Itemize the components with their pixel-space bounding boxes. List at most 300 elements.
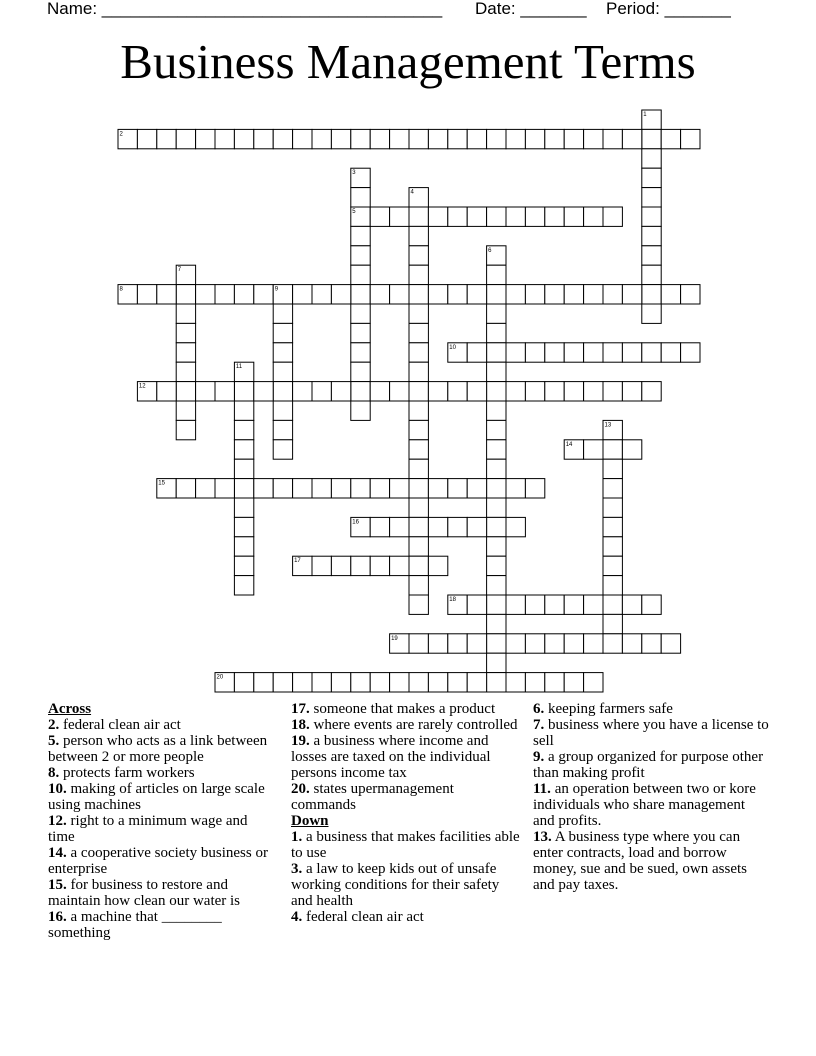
grid-cell[interactable]	[409, 207, 428, 226]
grid-cell[interactable]	[351, 382, 370, 401]
grid-cell[interactable]	[409, 362, 428, 381]
grid-cell[interactable]	[448, 382, 467, 401]
grid-cell[interactable]	[487, 401, 506, 420]
grid-cell[interactable]	[176, 401, 195, 420]
grid-cell[interactable]	[312, 673, 331, 692]
grid-cell[interactable]	[525, 479, 544, 498]
grid-cell[interactable]	[331, 556, 350, 575]
grid-cell[interactable]	[273, 673, 292, 692]
grid-cell[interactable]	[390, 207, 409, 226]
grid-cell[interactable]	[273, 440, 292, 459]
grid-cell[interactable]	[312, 129, 331, 148]
grid-cell[interactable]	[603, 129, 622, 148]
clue-text: person who acts as a link between between 2 or more people	[48, 733, 268, 765]
grid-cell[interactable]	[409, 382, 428, 401]
grid-cell[interactable]	[428, 207, 447, 226]
cell-number-14: 14	[565, 441, 573, 448]
grid-cell[interactable]	[273, 285, 292, 304]
grid-cell[interactable]	[448, 343, 467, 362]
grid-cell[interactable]	[622, 634, 641, 653]
grid-cell[interactable]	[390, 634, 409, 653]
grid-cell[interactable]	[487, 207, 506, 226]
grid-cell[interactable]	[603, 382, 622, 401]
grid-cell[interactable]	[487, 343, 506, 362]
grid-cell[interactable]	[370, 382, 389, 401]
grid-cell[interactable]	[293, 479, 312, 498]
grid-cell[interactable]	[525, 382, 544, 401]
grid-cell[interactable]	[331, 285, 350, 304]
grid-cell[interactable]	[234, 517, 253, 536]
grid-cell[interactable]	[234, 498, 253, 517]
grid-cell[interactable]	[448, 285, 467, 304]
grid-cell[interactable]	[351, 207, 370, 226]
grid-cell[interactable]	[234, 576, 253, 595]
clue-across-14	[48, 845, 276, 877]
grid-cell[interactable]	[448, 207, 467, 226]
grid-cell[interactable]	[584, 634, 603, 653]
grid-cell[interactable]	[351, 673, 370, 692]
grid-cell[interactable]	[351, 226, 370, 245]
grid-cell[interactable]	[409, 556, 428, 575]
grid-cell[interactable]	[254, 382, 273, 401]
grid-cell[interactable]	[273, 362, 292, 381]
cell-number-20: 20	[216, 674, 224, 681]
grid-cell[interactable]	[603, 498, 622, 517]
grid-cell[interactable]	[525, 207, 544, 226]
grid-cell[interactable]	[409, 440, 428, 459]
grid-cell[interactable]	[176, 343, 195, 362]
grid-cell[interactable]	[409, 401, 428, 420]
grid-cell[interactable]	[564, 129, 583, 148]
grid-cell[interactable]	[312, 285, 331, 304]
grid-cell[interactable]	[390, 129, 409, 148]
grid-cell[interactable]	[603, 207, 622, 226]
grid-cell[interactable]	[234, 537, 253, 556]
grid-cell[interactable]	[681, 129, 700, 148]
grid-cell[interactable]	[622, 285, 641, 304]
grid-cell[interactable]	[390, 382, 409, 401]
grid-cell[interactable]	[409, 459, 428, 478]
grid-cell[interactable]	[448, 517, 467, 536]
grid-cell[interactable]	[487, 362, 506, 381]
grid-cell[interactable]	[409, 479, 428, 498]
grid-cell[interactable]	[312, 556, 331, 575]
grid-cell[interactable]	[545, 207, 564, 226]
grid-cell[interactable]	[370, 517, 389, 536]
grid-cell[interactable]	[681, 285, 700, 304]
grid-cell[interactable]	[564, 382, 583, 401]
grid-cell[interactable]	[234, 556, 253, 575]
grid-cell[interactable]	[196, 479, 215, 498]
grid-cell[interactable]	[409, 304, 428, 323]
grid-cell[interactable]	[467, 634, 486, 653]
grid-cell[interactable]	[506, 673, 525, 692]
grid-cell[interactable]	[176, 129, 195, 148]
grid-cell[interactable]	[409, 265, 428, 284]
grid-cell[interactable]	[642, 168, 661, 187]
grid-cell[interactable]	[351, 129, 370, 148]
grid-cell[interactable]	[506, 382, 525, 401]
grid-cell[interactable]	[176, 479, 195, 498]
grid-cell[interactable]	[215, 479, 234, 498]
clue-text: federal clean air act	[306, 909, 424, 925]
grid-cell[interactable]	[176, 362, 195, 381]
grid-cell[interactable]	[370, 673, 389, 692]
grid-cell[interactable]	[487, 576, 506, 595]
grid-cell[interactable]	[157, 285, 176, 304]
grid-cell[interactable]	[409, 188, 428, 207]
grid-cell[interactable]	[525, 129, 544, 148]
grid-cell[interactable]	[467, 285, 486, 304]
grid-cell[interactable]	[467, 343, 486, 362]
clue-number: 3.	[291, 861, 303, 877]
grid-cell[interactable]	[642, 226, 661, 245]
grid-cell[interactable]	[487, 246, 506, 265]
grid-cell[interactable]	[409, 673, 428, 692]
clue-text: an operation between two or kore individuals who share management and profits.	[533, 781, 756, 829]
grid-cell[interactable]	[603, 595, 622, 614]
grid-cell[interactable]	[467, 479, 486, 498]
clue-number: 14.	[48, 845, 67, 861]
grid-cell[interactable]	[603, 614, 622, 633]
grid-cell[interactable]	[428, 673, 447, 692]
grid-cell[interactable]	[234, 459, 253, 478]
grid-cell[interactable]	[390, 673, 409, 692]
grid-cell[interactable]	[506, 517, 525, 536]
grid-cell[interactable]	[331, 673, 350, 692]
grid-cell[interactable]	[176, 265, 195, 284]
grid-cell[interactable]	[525, 595, 544, 614]
grid-cell[interactable]	[196, 129, 215, 148]
period-field[interactable]: Period: _______	[606, 0, 731, 18]
grid-cell[interactable]	[506, 479, 525, 498]
grid-cell[interactable]	[622, 595, 641, 614]
grid-cell[interactable]	[215, 382, 234, 401]
grid-cell[interactable]	[370, 285, 389, 304]
grid-cell[interactable]	[506, 634, 525, 653]
grid-cell[interactable]	[409, 226, 428, 245]
grid-cell[interactable]	[661, 285, 680, 304]
grid-cell[interactable]	[351, 265, 370, 284]
grid-cell[interactable]	[118, 285, 137, 304]
grid-cell[interactable]	[603, 634, 622, 653]
grid-cell[interactable]	[428, 556, 447, 575]
grid-cell[interactable]	[487, 420, 506, 439]
grid-cell[interactable]	[487, 634, 506, 653]
grid-cell[interactable]	[525, 634, 544, 653]
name-field[interactable]: Name: ____________________________________	[47, 0, 443, 18]
grid-cell[interactable]	[448, 673, 467, 692]
grid-cell[interactable]	[409, 246, 428, 265]
grid-cell[interactable]	[293, 129, 312, 148]
grid-cell[interactable]	[545, 129, 564, 148]
grid-cell[interactable]	[234, 129, 253, 148]
grid-cell[interactable]	[428, 285, 447, 304]
grid-cell[interactable]	[428, 382, 447, 401]
grid-cell[interactable]	[351, 401, 370, 420]
grid-cell[interactable]	[622, 382, 641, 401]
grid-cell[interactable]	[176, 304, 195, 323]
grid-cell[interactable]	[545, 595, 564, 614]
grid-cell[interactable]	[661, 129, 680, 148]
grid-cell[interactable]	[584, 285, 603, 304]
grid-cell[interactable]	[487, 595, 506, 614]
grid-cell[interactable]	[467, 382, 486, 401]
grid-cell[interactable]	[351, 246, 370, 265]
grid-cell[interactable]	[487, 517, 506, 536]
grid-cell[interactable]	[642, 207, 661, 226]
grid-cell[interactable]	[273, 420, 292, 439]
grid-cell[interactable]	[234, 673, 253, 692]
clue-across-19	[291, 733, 521, 781]
grid-cell[interactable]	[487, 614, 506, 633]
grid-cell[interactable]	[564, 595, 583, 614]
grid-cell[interactable]	[448, 479, 467, 498]
grid-cell[interactable]	[584, 343, 603, 362]
grid-cell[interactable]	[254, 285, 273, 304]
grid-cell[interactable]	[642, 265, 661, 284]
grid-cell[interactable]	[487, 440, 506, 459]
grid-cell[interactable]	[137, 382, 156, 401]
grid-cell[interactable]	[603, 440, 622, 459]
date-field[interactable]: Date: _______	[475, 0, 587, 18]
grid-cell[interactable]	[351, 479, 370, 498]
grid-cell[interactable]	[215, 285, 234, 304]
grid-cell[interactable]	[584, 673, 603, 692]
grid-cell[interactable]	[351, 168, 370, 187]
grid-cell[interactable]	[370, 556, 389, 575]
grid-cell[interactable]	[409, 285, 428, 304]
grid-cell[interactable]	[642, 595, 661, 614]
grid-cell[interactable]	[467, 129, 486, 148]
grid-cell[interactable]	[487, 498, 506, 517]
grid-cell[interactable]	[487, 323, 506, 342]
grid-cell[interactable]	[409, 420, 428, 439]
grid-cell[interactable]	[487, 285, 506, 304]
grid-cell[interactable]	[351, 188, 370, 207]
grid-cell[interactable]	[564, 207, 583, 226]
grid-cell[interactable]	[603, 517, 622, 536]
grid-cell[interactable]	[545, 382, 564, 401]
grid-cell[interactable]	[351, 304, 370, 323]
grid-cell[interactable]	[312, 382, 331, 401]
grid-cell[interactable]	[603, 479, 622, 498]
grid-cell[interactable]	[293, 285, 312, 304]
grid-cell[interactable]	[409, 323, 428, 342]
grid-cell[interactable]	[273, 401, 292, 420]
grid-cell[interactable]	[448, 595, 467, 614]
grid-cell[interactable]	[176, 382, 195, 401]
grid-cell[interactable]	[351, 343, 370, 362]
grid-cell[interactable]	[234, 362, 253, 381]
grid-cell[interactable]	[137, 285, 156, 304]
grid-cell[interactable]	[525, 343, 544, 362]
grid-cell[interactable]	[273, 343, 292, 362]
grid-cell[interactable]	[642, 246, 661, 265]
grid-cell[interactable]	[409, 595, 428, 614]
grid-cell[interactable]	[157, 382, 176, 401]
grid-cell[interactable]	[642, 110, 661, 129]
grid-cell[interactable]	[157, 479, 176, 498]
grid-cell[interactable]	[351, 285, 370, 304]
grid-cell[interactable]	[564, 673, 583, 692]
grid-cell[interactable]	[234, 479, 253, 498]
grid-cell[interactable]	[273, 129, 292, 148]
grid-cell[interactable]	[351, 362, 370, 381]
grid-cell[interactable]	[603, 576, 622, 595]
grid-cell[interactable]	[642, 188, 661, 207]
grid-cell[interactable]	[564, 343, 583, 362]
grid-cell[interactable]	[215, 673, 234, 692]
grid-cell[interactable]	[487, 129, 506, 148]
grid-cell[interactable]	[254, 479, 273, 498]
grid-cell[interactable]	[564, 285, 583, 304]
grid-cell[interactable]	[467, 673, 486, 692]
grid-cell[interactable]	[545, 343, 564, 362]
grid-cell[interactable]	[448, 129, 467, 148]
grid-cell[interactable]	[176, 323, 195, 342]
grid-cell[interactable]	[273, 382, 292, 401]
grid-cell[interactable]	[467, 595, 486, 614]
grid-cell[interactable]	[196, 382, 215, 401]
grid-cell[interactable]	[331, 382, 350, 401]
grid-cell[interactable]	[273, 323, 292, 342]
grid-cell[interactable]	[409, 537, 428, 556]
grid-cell[interactable]	[331, 129, 350, 148]
grid-cell[interactable]	[351, 556, 370, 575]
grid-cell[interactable]	[428, 634, 447, 653]
grid-cell[interactable]	[642, 285, 661, 304]
grid-cell[interactable]	[603, 537, 622, 556]
grid-cell[interactable]	[467, 207, 486, 226]
grid-cell[interactable]	[176, 285, 195, 304]
grid-cell[interactable]	[390, 517, 409, 536]
grid-cell[interactable]	[215, 129, 234, 148]
grid-cell[interactable]	[448, 634, 467, 653]
grid-cell[interactable]	[254, 673, 273, 692]
grid-cell[interactable]	[293, 556, 312, 575]
grid-cell[interactable]	[409, 576, 428, 595]
grid-cell[interactable]	[370, 479, 389, 498]
grid-cell[interactable]	[487, 459, 506, 478]
grid-cell[interactable]	[506, 595, 525, 614]
grid-cell[interactable]	[487, 479, 506, 498]
grid-cell[interactable]	[603, 343, 622, 362]
grid-cell[interactable]	[506, 207, 525, 226]
grid-cell[interactable]	[487, 304, 506, 323]
grid-cell[interactable]	[661, 634, 680, 653]
grid-cell[interactable]	[642, 304, 661, 323]
grid-cell[interactable]	[331, 479, 350, 498]
grid-cell[interactable]	[681, 343, 700, 362]
grid-cell[interactable]	[545, 634, 564, 653]
grid-cell[interactable]	[487, 653, 506, 672]
grid-cell[interactable]	[584, 129, 603, 148]
grid-cell[interactable]	[390, 479, 409, 498]
grid-cell[interactable]	[157, 129, 176, 148]
grid-cell[interactable]	[176, 420, 195, 439]
grid-cell[interactable]	[564, 440, 583, 459]
grid-cell[interactable]	[487, 556, 506, 575]
grid-cell[interactable]	[487, 382, 506, 401]
grid-cell[interactable]	[428, 479, 447, 498]
grid-cell[interactable]	[487, 537, 506, 556]
grid-cell[interactable]	[525, 285, 544, 304]
grid-cell[interactable]	[234, 382, 253, 401]
grid-cell[interactable]	[467, 517, 486, 536]
grid-cell[interactable]	[622, 129, 641, 148]
grid-cell[interactable]	[506, 343, 525, 362]
grid-cell[interactable]	[409, 498, 428, 517]
grid-cell[interactable]	[622, 440, 641, 459]
cell-number-15: 15	[158, 480, 165, 487]
grid-cell[interactable]	[603, 420, 622, 439]
grid-cell[interactable]	[293, 673, 312, 692]
grid-cell[interactable]	[603, 556, 622, 575]
grid-cell[interactable]	[545, 673, 564, 692]
grid-cell[interactable]	[487, 673, 506, 692]
grid-cell[interactable]	[370, 129, 389, 148]
grid-cell[interactable]	[603, 459, 622, 478]
grid-cell[interactable]	[234, 440, 253, 459]
grid-cell[interactable]	[293, 382, 312, 401]
grid-cell[interactable]	[584, 440, 603, 459]
grid-cell[interactable]	[312, 479, 331, 498]
grid-cell[interactable]	[137, 129, 156, 148]
grid-cell[interactable]	[273, 479, 292, 498]
grid-cell[interactable]	[409, 343, 428, 362]
grid-cell[interactable]	[234, 285, 253, 304]
grid-cell[interactable]	[409, 634, 428, 653]
grid-cell[interactable]	[390, 556, 409, 575]
grid-cell[interactable]	[351, 517, 370, 536]
grid-cell[interactable]	[506, 285, 525, 304]
grid-cell[interactable]	[487, 265, 506, 284]
grid-cell[interactable]	[622, 343, 641, 362]
grid-cell[interactable]	[525, 673, 544, 692]
grid-cell[interactable]	[584, 207, 603, 226]
grid-cell[interactable]	[642, 129, 661, 148]
grid-cell[interactable]	[545, 285, 564, 304]
clue-down-4	[291, 909, 521, 925]
grid-cell[interactable]	[428, 129, 447, 148]
grid-cell[interactable]	[273, 304, 292, 323]
grid-cell[interactable]	[642, 382, 661, 401]
grid-cell[interactable]	[409, 129, 428, 148]
grid-cell[interactable]	[409, 517, 428, 536]
grid-cell[interactable]	[506, 129, 525, 148]
grid-cell[interactable]	[603, 285, 622, 304]
grid-cell[interactable]	[428, 517, 447, 536]
grid-cell[interactable]	[254, 129, 273, 148]
grid-cell[interactable]	[196, 285, 215, 304]
grid-cell[interactable]	[584, 595, 603, 614]
grid-cell[interactable]	[661, 343, 680, 362]
grid-cell[interactable]	[642, 343, 661, 362]
grid-cell[interactable]	[642, 634, 661, 653]
grid-cell[interactable]	[564, 634, 583, 653]
grid-cell[interactable]	[234, 420, 253, 439]
grid-cell[interactable]	[642, 149, 661, 168]
grid-cell[interactable]	[370, 207, 389, 226]
grid-cell[interactable]	[390, 285, 409, 304]
grid-cell[interactable]	[584, 382, 603, 401]
clue-text: a business that makes facilities able to use	[291, 829, 520, 861]
grid-cell[interactable]	[118, 129, 137, 148]
grid-cell[interactable]	[234, 401, 253, 420]
grid-cell[interactable]	[351, 323, 370, 342]
cell-number-11: 11	[235, 364, 243, 371]
